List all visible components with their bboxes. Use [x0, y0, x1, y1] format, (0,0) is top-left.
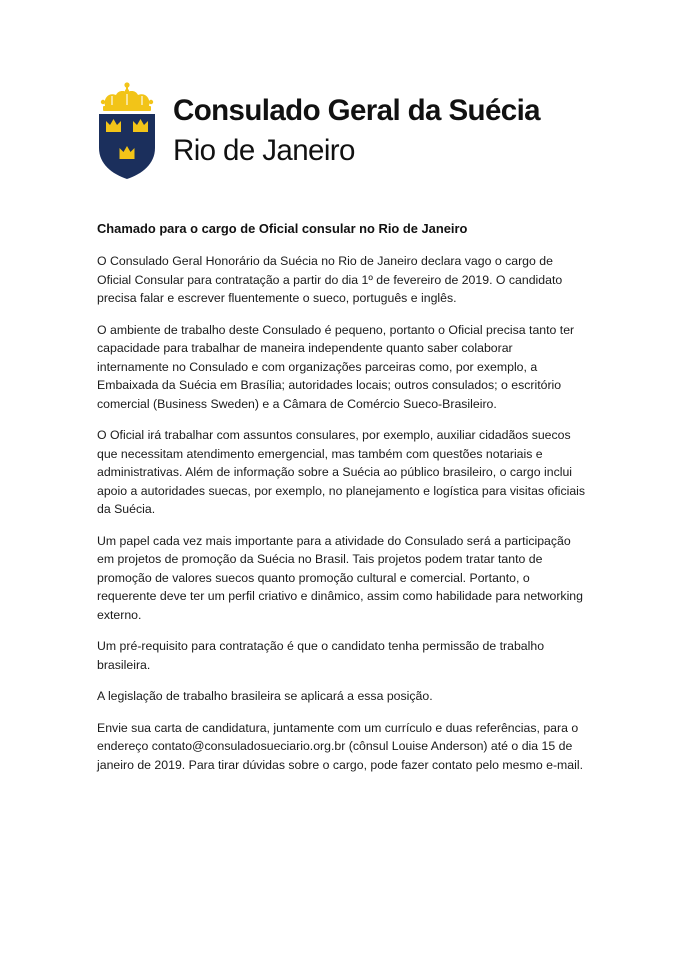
paragraph-work-environment: O ambiente de trabalho deste Consulado é pequeno, portanto o Oficial precisa tanto ter capacidade para trabalhar de maneira independente quanto saber colaborar internamente no Consulado e com organizações parceiras como, por exemplo, a Embaixada da Suécia em Brasília; autoridades locais; outros consulados; o escritório comercial (Business Sweden) e a Câmara de Comércio Sueco-Brasileiro. — [97, 322, 575, 411]
paragraph-promotion: Um papel cada vez mais importante para a atividade do Consulado será a participação em projetos de promoção da Suécia no Brasil. Tais projetos podem tratar tanto de promoção de valores suecos quanto promoção cultural e comercial. Portanto, o requerente deve ter um perfil criativo e dinâmico, assim como habilidade para networking externo. — [97, 533, 583, 622]
document-title: Chamado para o cargo de Oficial consular no Rio de Janeiro — [97, 221, 468, 236]
consulate-name: Consulado Geral da Suécia — [173, 94, 540, 127]
paragraph-prerequisite: Um pré-requisito para contratação é que o candidato tenha permissão de trabalho brasileira. — [97, 639, 545, 672]
letter-body — [97, 220, 587, 787]
swedish-three-crowns-coat-of-arms-icon — [97, 82, 157, 180]
letterhead — [97, 82, 597, 182]
consulate-city: Rio de Janeiro — [173, 134, 355, 167]
paragraph-legislation: A legislação de trabalho brasileira se aplicará a essa posição. — [97, 689, 433, 703]
paragraph-intro: O Consulado Geral Honorário da Suécia no Rio de Janeiro declara vago o cargo de Oficial Consular para contratação a partir do dia 1º de fevereiro de 2019. O candidato precisa falar e escrever fluentemente o sueco, português e inglês. — [97, 254, 563, 305]
paragraph-duties: O Oficial irá trabalhar com assuntos consulares, por exemplo, auxiliar cidadãos suecos que necessitam atendimento emergencial, mas também com questões notariais e administrativas. Além de informação sobre a Suécia ao público brasileiro, o cargo inclui apoio a autoridades suecas, por exemplo, no planejamento e logística para visitas oficiais da Suécia. — [97, 428, 586, 516]
paragraph-application: Envie sua carta de candidatura, juntamente com um currículo e duas referências, para o endereço contato@consuladosueciario.org.br (cônsul Louise Anderson) até o dia 15 de janeiro de 2019. Para tirar dúvidas sobre o cargo, pode fazer contato pelo mesmo e-mail. — [97, 720, 583, 772]
